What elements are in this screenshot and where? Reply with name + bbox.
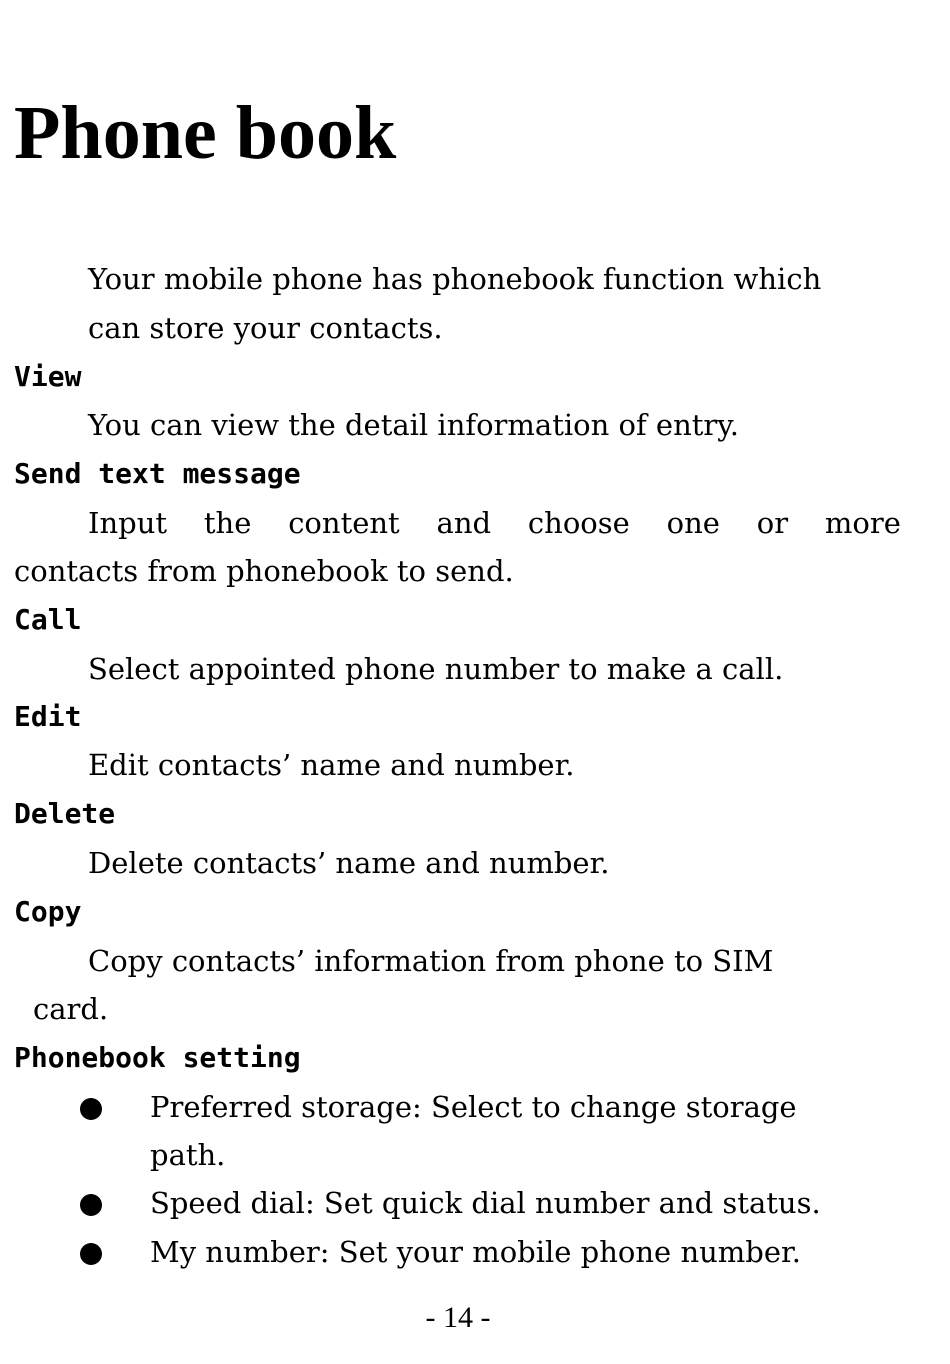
view-heading: View [14, 360, 82, 393]
bullet-icon [80, 1098, 102, 1120]
send-text-message-heading: Send text message [14, 457, 301, 490]
bullet-preferred-storage-line-1: Preferred storage: Select to change storage [150, 1090, 797, 1124]
send-text-message-line-2: contacts from phonebook to send. [14, 554, 514, 588]
page-title: Phone book [14, 91, 397, 175]
phonebook-setting-heading: Phonebook setting [14, 1041, 301, 1074]
delete-text: Delete contacts’ name and number. [88, 846, 610, 880]
word: Input [88, 506, 168, 540]
edit-text: Edit contacts’ name and number. [88, 748, 575, 782]
copy-line-1: Copy contacts’ information from phone to SIM [88, 944, 774, 978]
edit-heading: Edit [14, 700, 82, 733]
copy-line-2: card. [33, 992, 109, 1026]
word: and [436, 506, 492, 540]
delete-heading: Delete [14, 797, 116, 830]
bullet-my-number: My number: Set your mobile phone number. [150, 1235, 801, 1269]
intro-line-2: can store your contacts. [88, 311, 443, 345]
call-text: Select appointed phone number to make a call. [88, 652, 784, 686]
copy-heading: Copy [14, 895, 82, 928]
word: content [288, 506, 400, 540]
word: one [666, 506, 720, 540]
view-text: You can view the detail information of entry. [88, 408, 740, 442]
page-number: - 14 - [425, 1301, 491, 1334]
call-heading: Call [14, 603, 82, 636]
bullet-icon [80, 1194, 102, 1216]
bullet-speed-dial: Speed dial: Set quick dial number and status. [150, 1186, 821, 1220]
word: more [824, 506, 901, 540]
bullet-preferred-storage-line-2: path. [150, 1138, 226, 1172]
word: choose [527, 506, 630, 540]
intro-line-1: Your mobile phone has phonebook function which [88, 262, 822, 296]
word: or [756, 506, 789, 540]
word: the [203, 506, 252, 540]
send-text-message-line-1 [88, 503, 901, 543]
bullet-icon [80, 1243, 102, 1265]
